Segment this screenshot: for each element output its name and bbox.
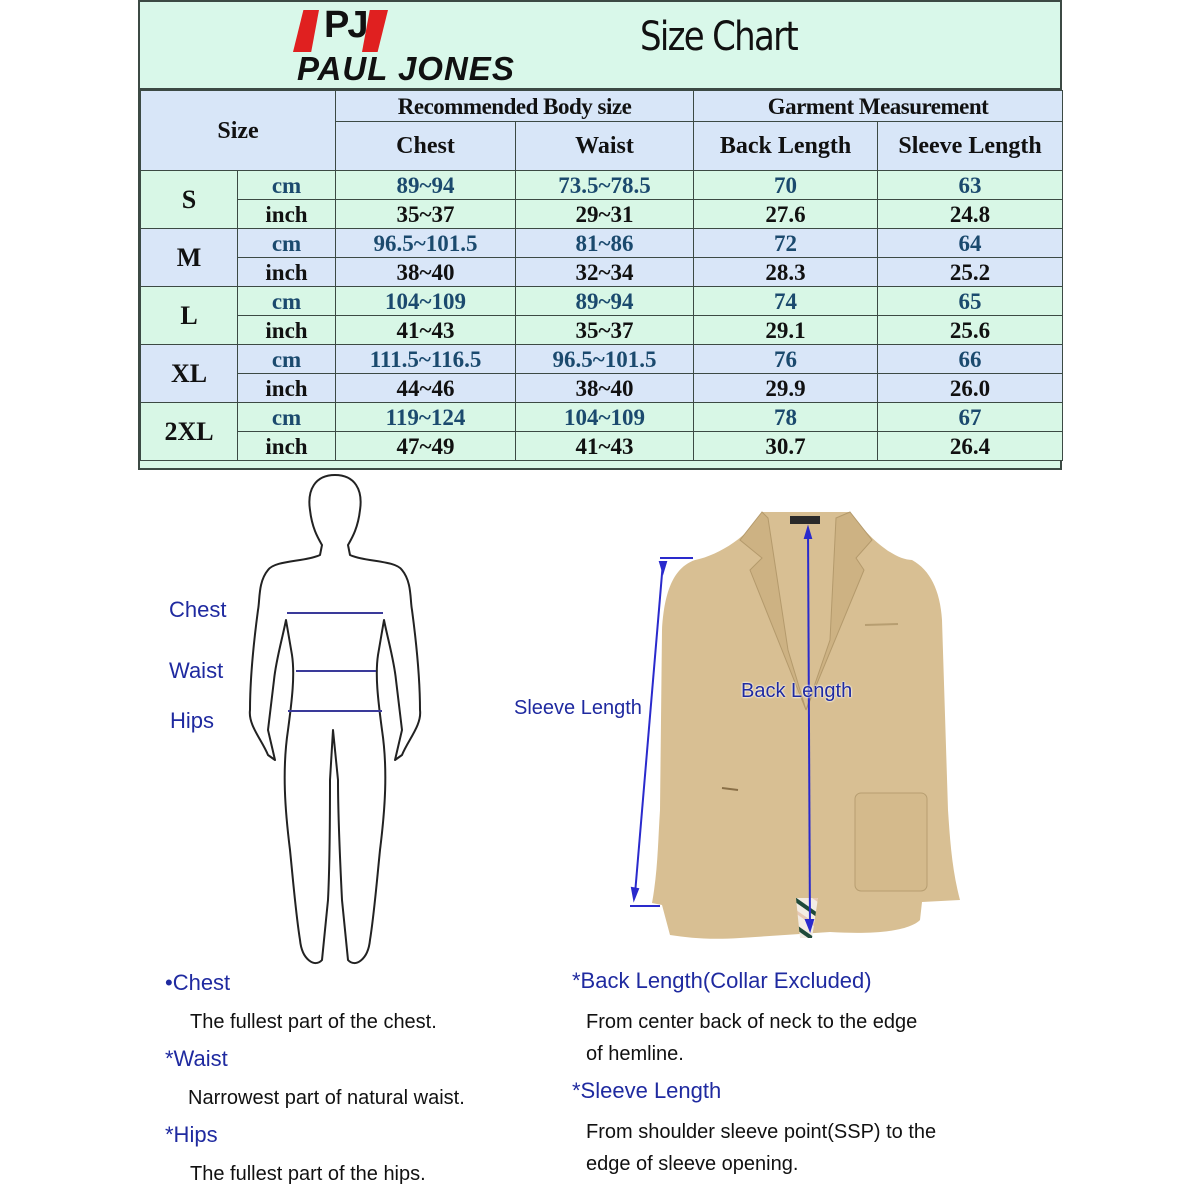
unit-cell: inch [238, 432, 336, 461]
sleeve-length-cell: 24.8 [878, 200, 1063, 229]
sleeve-length-cell: 64 [878, 229, 1063, 258]
unit-cell: inch [238, 200, 336, 229]
table-row [141, 200, 1063, 229]
chest-cell: 44~46 [336, 374, 516, 403]
back-length-column-header: Back Length [694, 122, 878, 171]
brand-name: PAUL JONES [297, 50, 515, 87]
sleeve-length-cell: 67 [878, 403, 1063, 432]
sleeve-length-cell: 65 [878, 287, 1063, 316]
chest-cell: 104~109 [336, 287, 516, 316]
definition-text: From center back of neck to the edge [586, 1011, 918, 1033]
garment-group-header: Garment Measurement [694, 91, 1063, 122]
table-row [141, 316, 1063, 345]
sleeve-length-cell: 26.0 [878, 374, 1063, 403]
chest-cell: 111.5~116.5 [336, 345, 516, 374]
garment-definitions [572, 968, 1052, 1180]
size-label: 2XL [141, 403, 238, 461]
definition-term: *Waist [165, 1046, 228, 1071]
sleeve-length-cell: 63 [878, 171, 1063, 200]
definition-term: *Hips [165, 1122, 218, 1147]
unit-cell: cm [238, 287, 336, 316]
definition-text: Narrowest part of natural waist. [188, 1087, 465, 1109]
table-row [141, 345, 1063, 374]
definition-term: •Chest [165, 970, 231, 995]
chest-cell: 89~94 [336, 171, 516, 200]
waist-cell: 38~40 [516, 374, 694, 403]
size-label: M [141, 229, 238, 287]
sleeve-length-cell: 26.4 [878, 432, 1063, 461]
page-title: Size Chart [640, 14, 798, 60]
back-length-cell: 29.1 [694, 316, 878, 345]
sleeve-length-cell: 25.2 [878, 258, 1063, 287]
unit-cell: cm [238, 171, 336, 200]
back-length-cell: 29.9 [694, 374, 878, 403]
unit-cell: cm [238, 229, 336, 258]
back-length-cell: 27.6 [694, 200, 878, 229]
table-row [141, 403, 1063, 432]
back-length-cell: 72 [694, 229, 878, 258]
size-label: L [141, 287, 238, 345]
table-row [141, 432, 1063, 461]
waist-label: Waist [169, 658, 224, 683]
back-length-cell: 76 [694, 345, 878, 374]
table-row [141, 171, 1063, 200]
back-length-label: Back Length [741, 680, 853, 702]
waist-cell: 96.5~101.5 [516, 345, 694, 374]
size-chart-table-panel [138, 0, 1062, 470]
definition-term: *Sleeve Length [572, 1078, 722, 1103]
waist-cell: 89~94 [516, 287, 694, 316]
chest-cell: 47~49 [336, 432, 516, 461]
back-length-cell: 70 [694, 171, 878, 200]
waist-cell: 35~37 [516, 316, 694, 345]
body-definitions [165, 970, 545, 1190]
size-label: S [141, 171, 238, 229]
unit-cell: cm [238, 403, 336, 432]
waist-cell: 29~31 [516, 200, 694, 229]
table-row [141, 229, 1063, 258]
definition-text: From shoulder sleeve point(SSP) to the [586, 1121, 937, 1143]
chest-cell: 38~40 [336, 258, 516, 287]
table-row [141, 258, 1063, 287]
size-label: XL [141, 345, 238, 403]
title-bar [140, 2, 1060, 90]
size-header: Size [141, 91, 336, 171]
hips-label: Hips [170, 708, 215, 733]
waist-cell: 41~43 [516, 432, 694, 461]
waist-cell: 73.5~78.5 [516, 171, 694, 200]
chest-cell: 96.5~101.5 [336, 229, 516, 258]
sleeve-length-column-header: Sleeve Length [878, 122, 1063, 171]
chest-label: Chest [169, 597, 227, 622]
sleeve-length-cell: 25.6 [878, 316, 1063, 345]
definition-term: *Back Length(Collar Excluded) [572, 968, 872, 993]
definition-text: The fullest part of the chest. [190, 1011, 437, 1033]
back-length-cell: 28.3 [694, 258, 878, 287]
unit-cell: cm [238, 345, 336, 374]
body-size-group-header: Recommended Body size [336, 91, 694, 122]
sleeve-length-label: Sleeve Length [514, 697, 642, 719]
sleeve-length-cell: 66 [878, 345, 1063, 374]
definition-text: of hemline. [586, 1043, 684, 1065]
chest-cell: 35~37 [336, 200, 516, 229]
waist-cell: 32~34 [516, 258, 694, 287]
definition-text: edge of sleeve opening. [586, 1153, 799, 1175]
chest-column-header: Chest [336, 122, 516, 171]
logo-mark: PJ [324, 4, 367, 46]
jacket-icon [500, 500, 980, 950]
unit-cell: inch [238, 316, 336, 345]
back-length-cell: 78 [694, 403, 878, 432]
definition-text: The fullest part of the hips. [190, 1163, 426, 1185]
table-row [141, 374, 1063, 403]
table-row [141, 287, 1063, 316]
logo-left-bracket-icon [293, 10, 319, 52]
chest-cell: 41~43 [336, 316, 516, 345]
unit-cell: inch [238, 258, 336, 287]
waist-cell: 104~109 [516, 403, 694, 432]
back-length-cell: 74 [694, 287, 878, 316]
waist-cell: 81~86 [516, 229, 694, 258]
waist-column-header: Waist [516, 122, 694, 171]
size-table [140, 90, 1063, 461]
chest-cell: 119~124 [336, 403, 516, 432]
unit-cell: inch [238, 374, 336, 403]
back-length-cell: 30.7 [694, 432, 878, 461]
